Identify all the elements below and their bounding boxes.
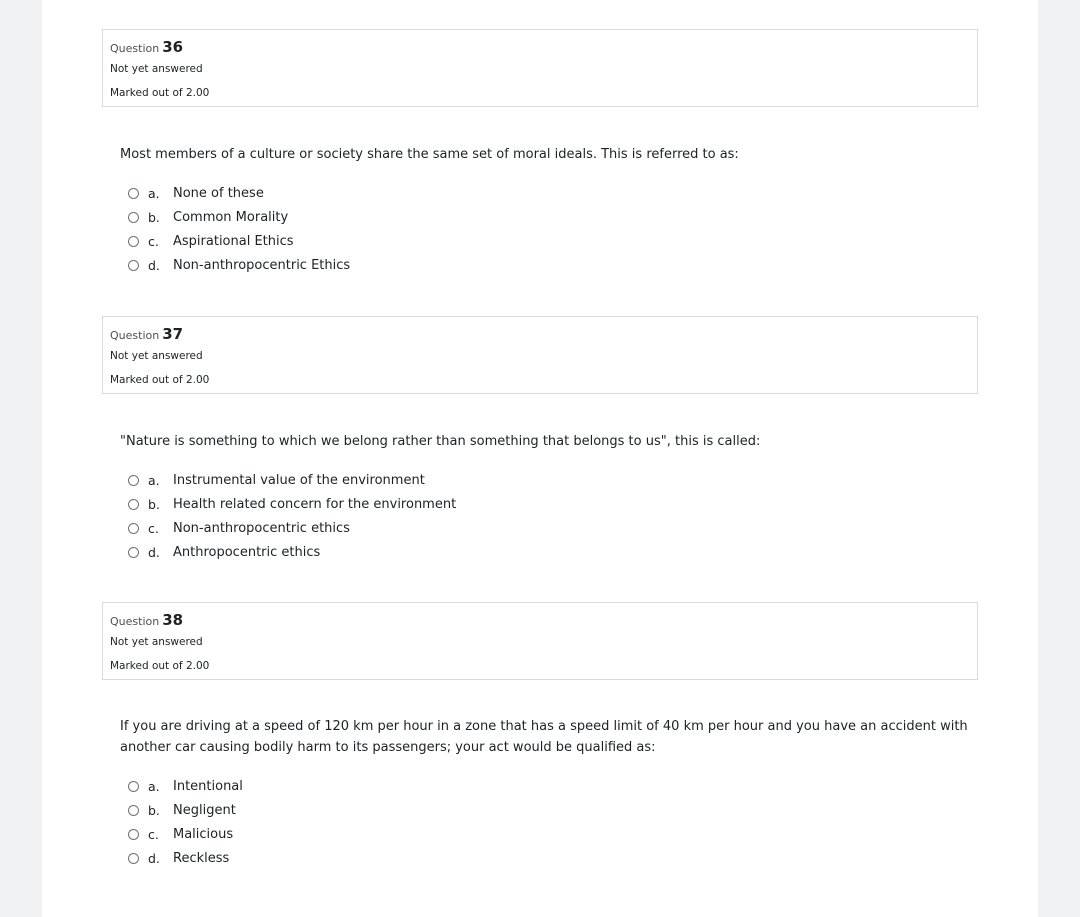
question-state: Not yet answered [110, 350, 203, 362]
question-label: Question [110, 329, 160, 342]
radio-button[interactable] [128, 547, 139, 558]
radio-button[interactable] [128, 853, 139, 864]
answer-letter: b. [148, 210, 160, 225]
answer-text[interactable]: Health related concern for the environment [173, 497, 457, 512]
question-number-line [110, 325, 183, 343]
answer-letter: c. [148, 521, 159, 536]
radio-button[interactable] [128, 781, 139, 792]
answer-letter: a. [148, 779, 160, 794]
question-info [102, 29, 978, 107]
quiz-page [42, 0, 1038, 917]
question-text: Most members of a culture or society share the same set of moral ideals. This is referred to as: [120, 147, 739, 162]
answer-letter: d. [148, 851, 160, 866]
answer-text[interactable]: Reckless [173, 851, 230, 866]
question-label: Question [110, 615, 160, 628]
question-number: 36 [162, 38, 184, 56]
question-info [102, 602, 978, 680]
answer-text[interactable]: Aspirational Ethics [173, 234, 294, 249]
question-state: Not yet answered [110, 63, 203, 75]
question-38 [102, 602, 978, 866]
radio-button[interactable] [128, 829, 139, 840]
radio-button[interactable] [128, 236, 139, 247]
question-text: If you are driving at a speed of 120 km per hour in a zone that has a speed limit of 40 km per hour and you have an accident with another car causing bodily harm to its passengers; your act would be qualified as: [120, 719, 968, 755]
question-info [102, 316, 978, 394]
answer-letter: a. [148, 186, 160, 201]
answer-text[interactable]: Malicious [173, 827, 234, 842]
answer-text[interactable]: Negligent [173, 803, 236, 818]
radio-button[interactable] [128, 212, 139, 223]
answer-letter: d. [148, 545, 160, 560]
question-label: Question [110, 42, 160, 55]
question-grade: Marked out of 2.00 [110, 660, 210, 672]
question-grade: Marked out of 2.00 [110, 374, 210, 386]
answer-text[interactable]: Instrumental value of the environment [173, 473, 425, 488]
answer-letter: c. [148, 234, 159, 249]
answer-text[interactable]: Common Morality [173, 210, 289, 225]
answer-letter: d. [148, 258, 160, 273]
question-number: 37 [162, 325, 184, 343]
answer-text[interactable]: Intentional [173, 779, 243, 794]
answer-letter: b. [148, 803, 160, 818]
question-36 [102, 29, 978, 273]
answer-letter: b. [148, 497, 160, 512]
radio-button[interactable] [128, 523, 139, 534]
question-text: "Nature is something to which we belong rather than something that belongs to us", this is called: [120, 434, 761, 449]
answer-text[interactable]: Non-anthropocentric ethics [173, 521, 350, 536]
radio-button[interactable] [128, 188, 139, 199]
radio-button[interactable] [128, 260, 139, 271]
question-state: Not yet answered [110, 636, 203, 648]
answer-letter: a. [148, 473, 160, 488]
answer-letter: c. [148, 827, 159, 842]
radio-button[interactable] [128, 805, 139, 816]
answer-text[interactable]: None of these [173, 186, 264, 201]
radio-button[interactable] [128, 475, 139, 486]
answer-text[interactable]: Non-anthropocentric Ethics [173, 258, 351, 273]
question-37 [102, 316, 978, 560]
question-number: 38 [162, 611, 184, 629]
question-number-line [110, 38, 183, 56]
question-grade: Marked out of 2.00 [110, 87, 210, 99]
question-number-line [110, 611, 183, 629]
answer-text[interactable]: Anthropocentric ethics [173, 545, 321, 560]
radio-button[interactable] [128, 499, 139, 510]
